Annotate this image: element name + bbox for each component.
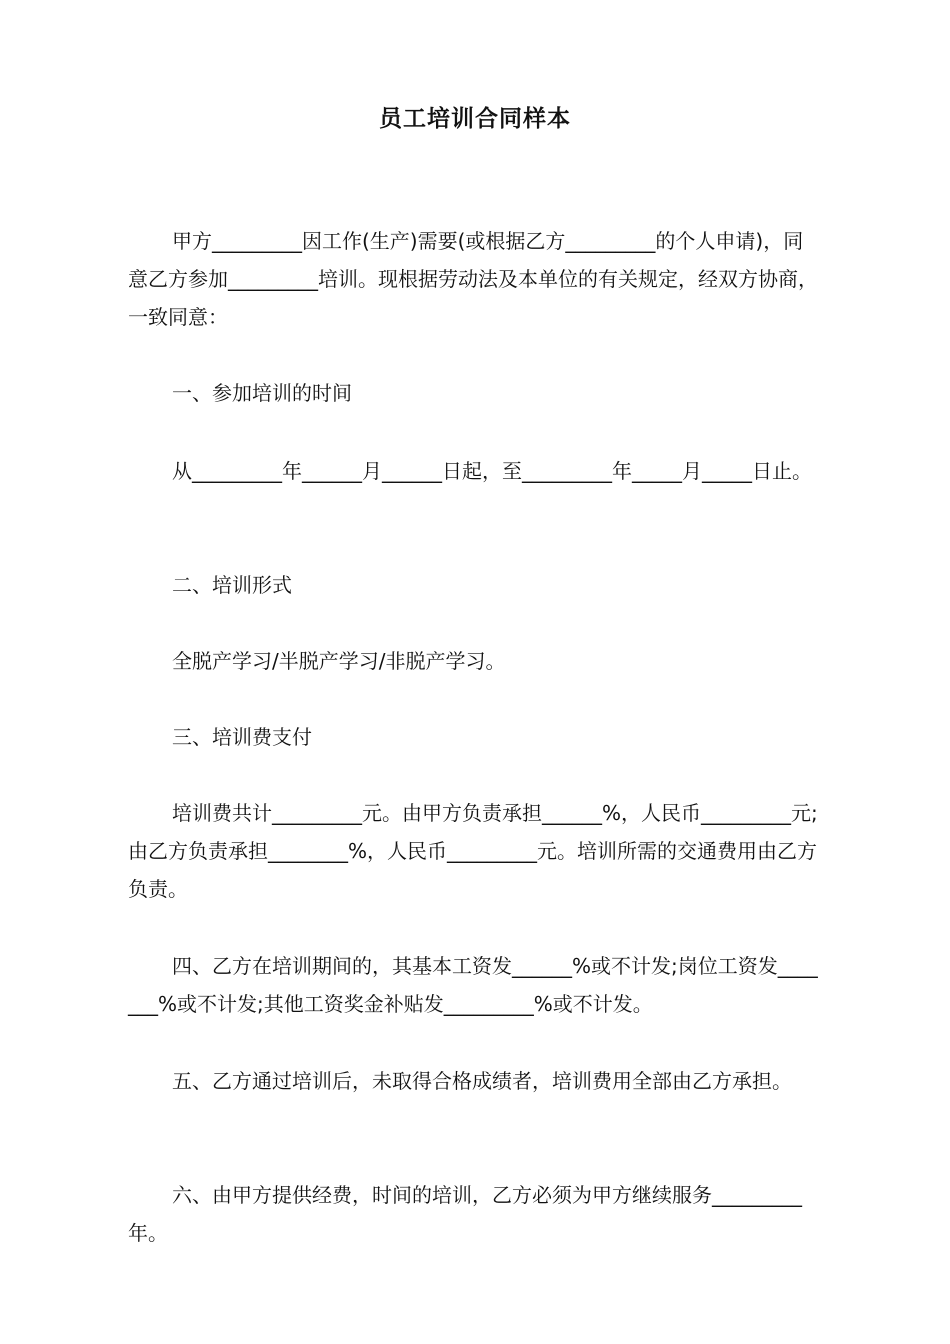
- failure-paragraph: 五、乙方通过培训后，未取得合格成绩者，培训费用全部由乙方承担。: [172, 1069, 792, 1093]
- section-heading-3: 三、培训费支付: [172, 725, 312, 749]
- service-paragraph: 六、由甲方提供经费，时间的培训，乙方必须为甲方继续服务_________年。: [128, 1183, 802, 1245]
- training-form-paragraph: 全脱产学习/半脱产学习/非脱产学习。: [172, 649, 506, 673]
- section-heading-2: 二、培训形式: [172, 573, 292, 597]
- intro-paragraph: 甲方_________因工作(生产)需要(或根据乙方_________的个人申请)，同意乙方参加_________培训。现根据劳动法及本单位的有关规定，经双方协商，一致同意：: [128, 229, 818, 329]
- section-heading-1: 一、参加培训的时间: [172, 381, 352, 405]
- salary-paragraph: 四、乙方在培训期间的，其基本工资发______%或不计发;岗位工资发_______%或不计发;其他工资奖金补贴发_________%或不计发。: [128, 954, 818, 1016]
- training-fee-paragraph: 培训费共计_________元。由甲方负责承担______%，人民币_________元;由乙方负责承担________%，人民币_________元。培训所需的交通费用由乙方负责。: [128, 801, 818, 901]
- training-time-paragraph: 从_________年______月______日起，至_________年_____月_____日止。: [172, 459, 812, 483]
- document-title: 员工培训合同样本: [379, 106, 571, 132]
